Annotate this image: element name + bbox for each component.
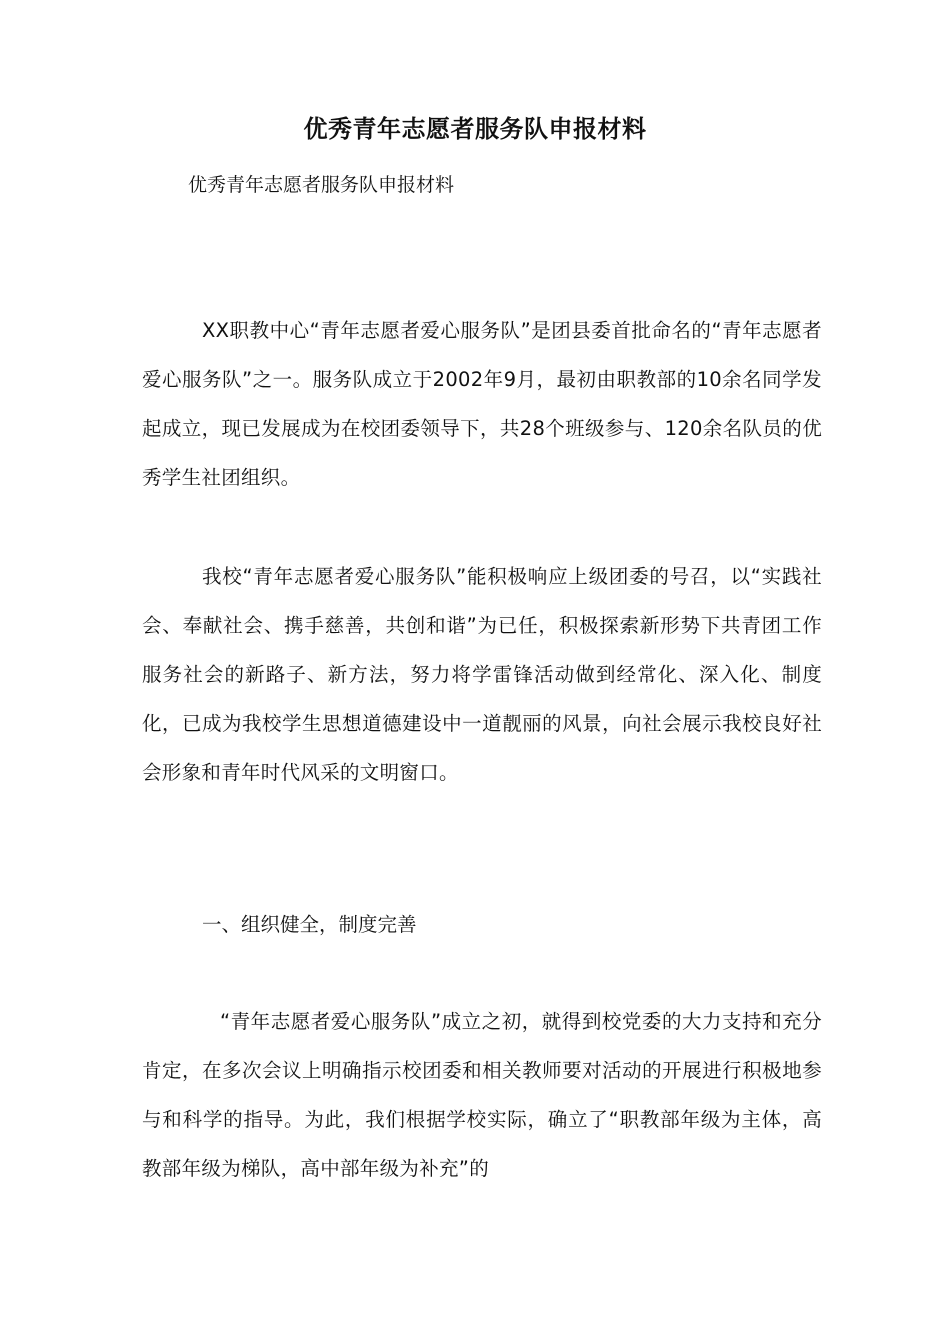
paragraph-mission: 我校“青年志愿者爱心服务队”能积极响应上级团委的号召，以“实践社会、奉献社会、携手慈善，共创和谐”为已任，积极探索新形势下共青团工作服务社会的新路子、新方法，努力将学雷锋活动做到经常化、深入化、制度化，已成为我校学生思想道德建设中一道靓丽的风景，向社会展示我校良好社会形象和青年时代风采的文明窗口。 bbox=[142, 565, 822, 784]
document-title: 优秀青年志愿者服务队申报材料 bbox=[303, 115, 647, 143]
section-heading: 一、组织健全，制度完善 bbox=[202, 913, 417, 936]
paragraph-section-body: “青年志愿者爱心服务队”成立之初，就得到校党委的大力支持和充分肯定，在多次会议上明确指示校团委和相关教师要对活动的开展进行积极地参与和科学的指导。为此，我们根据学校实际，确立了“职教部年级为主体，高教部年级为梯队，高中部年级为补充”的 bbox=[142, 1010, 822, 1180]
paragraph-intro: XX职教中心“青年志愿者爱心服务队”是团县委首批命名的“青年志愿者爱心服务队”之一。服务队成立于2002年9月，最初由职教部的10余名同学发起成立，现已发展成为在校团委领导下，共28个班级参与、120余名队员的优秀学生社团组织。 bbox=[142, 319, 822, 489]
document-subtitle: 优秀青年志愿者服务队申报材料 bbox=[188, 174, 455, 196]
